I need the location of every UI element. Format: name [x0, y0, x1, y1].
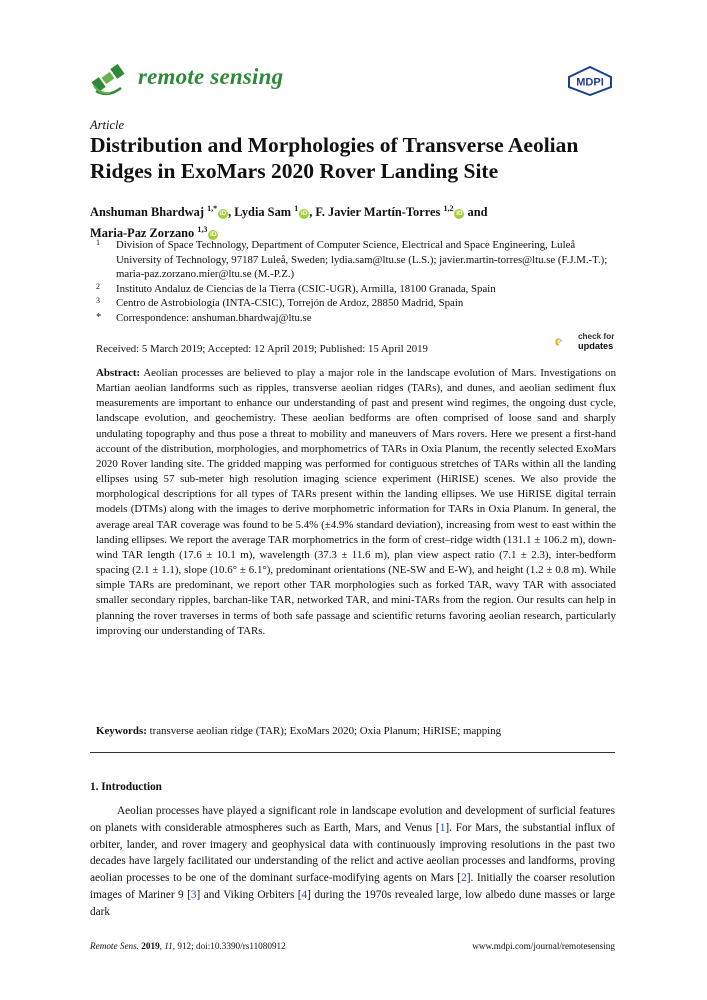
- author-affil-mark: 1,2: [443, 204, 454, 213]
- citation-link[interactable]: 4: [301, 888, 308, 901]
- author-name: Maria-Paz Zorzano: [90, 226, 195, 241]
- divider: [90, 752, 615, 753]
- author-name: F. Javier Martín-Torres: [315, 205, 441, 220]
- article-type: Article: [90, 118, 125, 132]
- keywords-label: Keywords:: [96, 725, 147, 737]
- journal-name: remote sensing: [138, 64, 284, 89]
- citation-link[interactable]: 1: [439, 821, 446, 834]
- orcid-icon[interactable]: iD: [219, 210, 227, 218]
- author-list: Anshuman Bhardwaj $^{1,*}$iD , Lydia Sam $^1$iD , F. Javier Martín-Torres $^{1,2}$iD and Maria-Paz Zorzano $^{1,3}$iD: [90, 204, 488, 241]
- abstract: [96, 366, 616, 639]
- author-name: Anshuman Bhardwaj: [90, 205, 204, 220]
- section-heading: 1. Introduction: [90, 781, 162, 793]
- paper-title: Distribution and Morphologies of Transverse Aeolian Ridges in ExoMars 2020 Rover Landing Site: [90, 133, 579, 183]
- author-affil-mark: 1: [294, 204, 299, 213]
- orcid-icon[interactable]: iD: [456, 210, 463, 218]
- author-affil-mark: 1,3: [197, 225, 208, 235]
- mdpi-logo: [566, 66, 614, 96]
- satellite-icon: [88, 58, 128, 98]
- abstract-label: Abstract:: [96, 367, 141, 379]
- intro-paragraph: Aeolian processes have played a significant role in landscape evolution and development of surficial features on planets with considerable atmospheres such as Earth, Mars, and Venus [1]. For Mars, the substantial influx of orbiter, lander, and rover imagery and geophysical data with continuously improving resolutions in the past two decades have largely facilitated our understanding of the relict and active aeolian processes and landforms, proving aeolian processes to be one of the dominant surface-modifying agents on Mars [2]. Initially the coarser resolution images of Mariner 9 [3] and Viking Orbiters [4] during the 1970s revealed large, low albedo dune masses or large dark: [90, 805, 615, 918]
- affiliation-item: 3 Centro de Astrobiología (INTA-CSIC), Torrejón de Ardoz, 28850 Madrid, Spain: [96, 296, 464, 310]
- footer-citation: Remote Sens. 2019, 11, 912; doi:10.3390/rs11080912: [90, 941, 286, 951]
- check-updates-label[interactable]: check for updates: [578, 332, 615, 351]
- svg-text:MDPI: MDPI: [576, 76, 604, 89]
- affiliation-item: 1 Division of Space Technology, Department of Computer Science, Electrical and Space Engineering, Luleå University of Technology, 97187 Luleå, Sweden; lydia.sam@ltu.se (L.S.); javier.martin-torres@ltu.se (F.J.M.-T.); maria-paz.zorzano.mier@ltu.se (M.-P.Z.): [96, 238, 608, 281]
- orcid-icon[interactable]: iD: [300, 210, 308, 218]
- keywords-text: transverse aeolian ridge (TAR); ExoMars 2020; Oxia Planum; HiRISE; mapping: [149, 725, 502, 737]
- citation-link[interactable]: 2: [461, 872, 467, 885]
- keywords: [96, 724, 616, 739]
- orcid-icon[interactable]: iD: [210, 231, 217, 239]
- affiliations: [96, 238, 616, 326]
- footer-url[interactable]: www.mdpi.com/journal/remotesensing: [472, 941, 615, 951]
- citation-link[interactable]: 3: [190, 888, 197, 901]
- correspondence: * Correspondence: anshuman.bhardwaj@ltu.se: [96, 311, 312, 324]
- author-affil-mark: 1,*: [207, 204, 218, 213]
- author-name: Lydia Sam: [234, 205, 292, 220]
- publication-dates: Received: 5 March 2019; Accepted: 12 April 2019; Published: 15 April 2019: [96, 343, 428, 355]
- check-updates-icon[interactable]: [555, 330, 577, 354]
- abstract-text: Aeolian processes are believed to play a major role in the landscape evolution of Mars. Investigations on Martian aeolian landforms such as ripples, transverse aeolian ridges (TARs), and dunes, and aeolian sediment flux measurements are important to enhance our understanding of past and present wind regimes, the ongoing dust cycle, landscape evolution, and geochemistry. These aeolian bedforms are often comprised of loose sand and sharply undulating topography and thus pose a threat to mobility and maneuvers of Mars rovers. Here we present a first-hand account of the distribution, morphologies, and morphometrics of TARs in Oxia Planum, the recently selected ExoMars 2020 Rover landing site. The gridded mapping was performed for contiguous stretches of TARs within all the landing ellipses using 57 sub-meter high resolution imaging science experiment (HiRISE) scenes. We also provide the morphological descriptions for all types of TARs present within the landing ellipses. We use HiRISE digital terrain models (DTMs) along with the images to derive morphometric information for TARs in Oxia Planum. In general, the average areal TAR coverage was found to be 5.4% (±4.9% standard deviation), increasing from west to east within the landing ellipses. We report the average TAR morphometrics in the form of crest–ridge width (131.1 ± 106.2 m), down-wind TAR length (17.6 ± 10.1 m), wavelength (37.3 ± 11.6 m), plan view aspect ratio (7.1 ± 2.3), inter-bedform spacing (2.1 ± 1.1), slope (10.6° ± 6.1°), predominant orientations (NE-SW and E-W), and height (1.2 ± 0.8 m). While simple TARs are predominant, we report other TAR morphologies such as forked TAR, wavy TAR with associated smaller secondary ripples, barchan-like TAR, networked TAR, and mini-TARs from the region. Our results can help in planning the rover traverses in terms of both safe passage and scientific returns favoring aeolian research, particularly improving our understanding of TARs.: [96, 367, 617, 637]
- affiliation-item: 2 Instituto Andaluz de Ciencias de la Tierra (CSIC-UGR), Armilla, 18100 Granada, Spain: [96, 281, 496, 295]
